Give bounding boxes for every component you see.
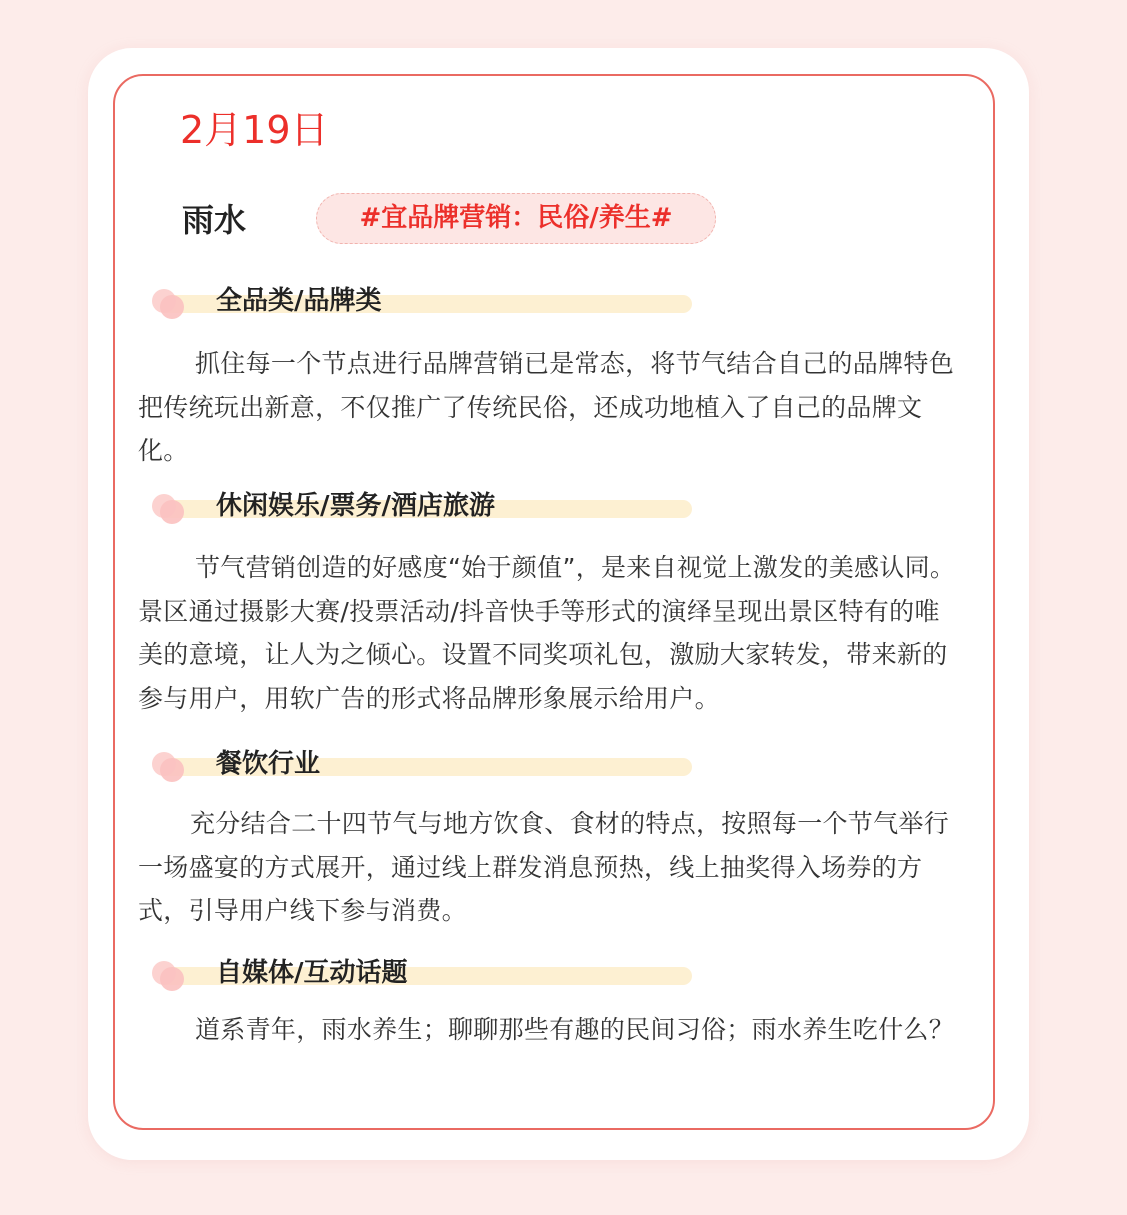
bullet-dot-icon (160, 295, 184, 319)
section-body-all-brands: 抓住每一个节点进行品牌营销已是常态，将节气结合自己的品牌特色把传统玩出新意，不仅推广了传统民俗，还成功地植入了自己的品牌文化。 (138, 349, 955, 465)
section-header-all-brands (152, 285, 712, 325)
section-body-leisure: 节气营销创造的好感度“始于颜值”，是来自视觉上激发的美感认同。景区通过摄影大赛/投票活动/抖音快手等形式的演绎呈现出景区特有的唯美的意境，让人为之倾心。设置不同奖项礼包，激励大家转发，带来新的参与用户，用软广告的形式将品牌形象展示给用户。 (138, 553, 956, 713)
section-title: 全品类/品牌类 (216, 286, 382, 316)
section-body-catering: 充分结合二十四节气与地方饮食、食材的特点，按照每一个节气举行一场盛宴的方式展开，通过线上群发消息预热，线上抽奖得入场券的方式，引导用户线下参与消费。 (138, 809, 950, 925)
section-title: 休闲娱乐/票务/酒店旅游 (216, 491, 495, 521)
solar-term-title: 雨水 (182, 201, 247, 239)
marketing-tag: #宜品牌营销：民俗/养生# (316, 193, 716, 244)
bullet-dot-icon (160, 500, 184, 524)
section-title: 餐饮行业 (216, 749, 321, 779)
section-header-leisure (152, 490, 712, 530)
date-heading: 2月19日 (180, 108, 329, 152)
section-header-catering (152, 748, 712, 788)
bullet-dot-icon (160, 758, 184, 782)
section-body-media: 道系青年，雨水养生；聊聊那些有趣的民间习俗；雨水养生吃什么？ (195, 1015, 955, 1044)
section-title: 自媒体/互动话题 (216, 958, 408, 988)
section-header-media (152, 957, 712, 997)
bullet-dot-icon (160, 967, 184, 991)
